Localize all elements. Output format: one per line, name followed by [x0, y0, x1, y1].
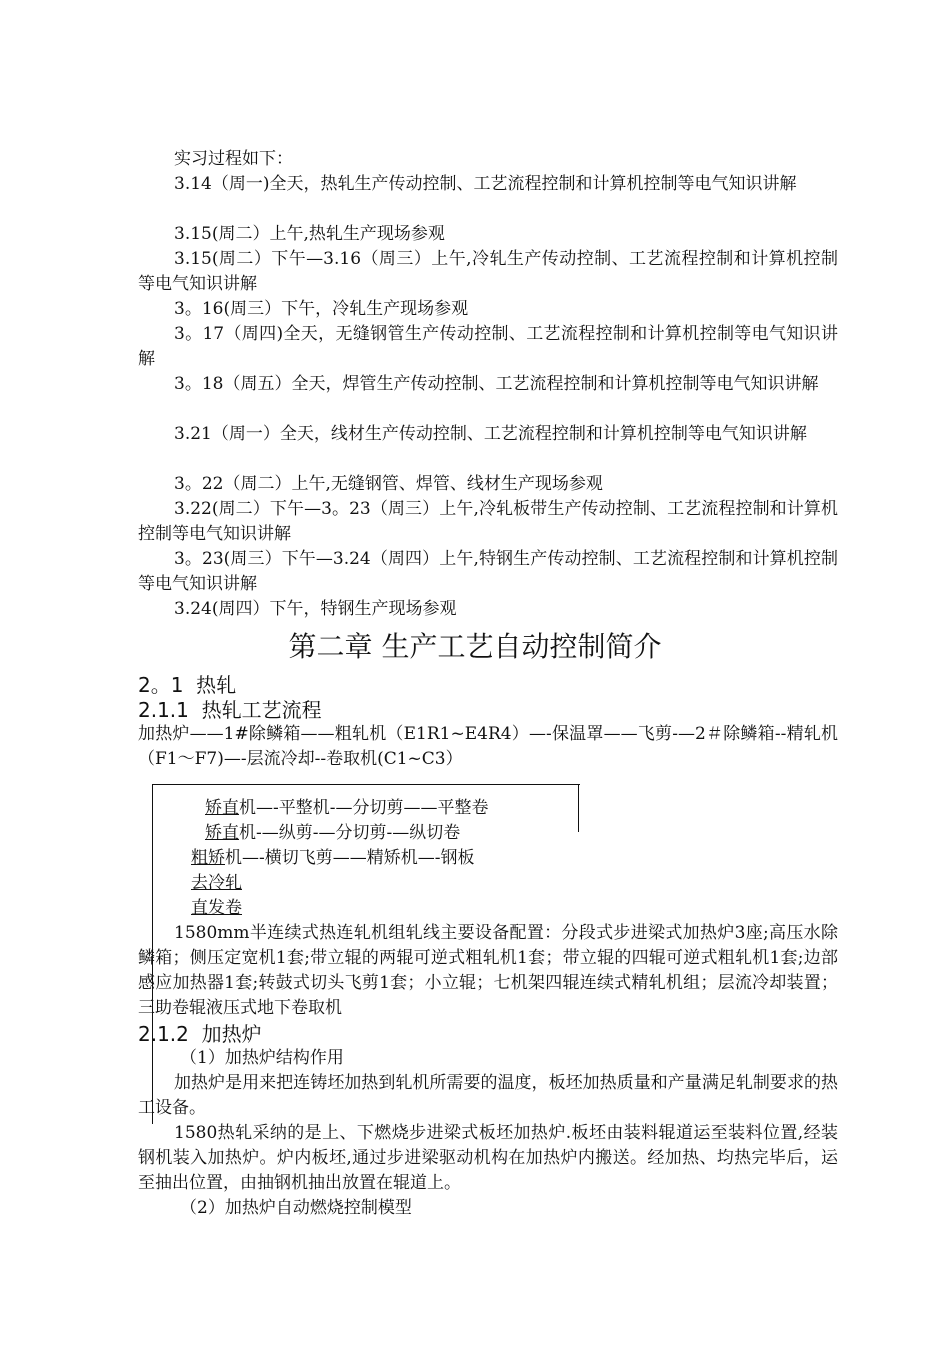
subsection-2-title: （2）加热炉自动燃烧控制模型: [180, 1198, 412, 1218]
schedule-item: 3。18（周五）全天，焊管生产传动控制、工艺流程控制和计算机控制等电气知识讲解: [174, 374, 819, 394]
schedule-item: 3.14（周一)全天，热轧生产传动控制、工艺流程控制和计算机控制等电气知识讲解: [174, 174, 797, 194]
schedule-item: 3。22（周二）上午,无缝钢管、焊管、线材生产现场参观: [174, 474, 603, 494]
section-heading-2-1-1: 2.1.1 热轧工艺流程: [138, 698, 322, 722]
flow-branch-4: [155, 871, 242, 896]
schedule-item: 3。17（周四)全天，无缝钢管生产传动控制、工艺流程控制和计算机控制等电气知识讲解: [138, 324, 838, 369]
branch-4-label: 去冷轧: [191, 873, 242, 893]
branch-1-pre: 矫直: [205, 798, 239, 818]
branch-1-post: 机—-平整机-—分切剪——平整卷: [239, 798, 489, 818]
intro-heading: 实习过程如下：: [174, 149, 293, 169]
branch-2-post: 机-—纵剪-—分切剪-—纵切卷: [239, 823, 461, 843]
schedule-item: 3.21（周一）全天，线材生产传动控制、工艺流程控制和计算机控制等电气知识讲解: [174, 424, 807, 444]
branch-2-pre: 矫直: [205, 823, 239, 843]
flow-branch-1: [155, 796, 489, 821]
branch-3-post: 机—-横切飞剪——精矫机—-钢板: [225, 848, 475, 868]
subsection-1-title: （1）加热炉结构作用: [180, 1048, 344, 1068]
schedule-item: 3。23(周三）下午—3.24（周四）上午,特钢生产传动控制、工艺流程控制和计算机控制等电气知识讲解: [138, 549, 838, 594]
branch-right-line: [578, 784, 579, 832]
schedule-item: 3。16(周三）下午，冷轧生产现场参观: [174, 299, 469, 319]
chapter-title: 第二章 生产工艺自动控制简介: [288, 630, 662, 663]
schedule-item: 3.15(周二）上午,热轧生产现场参观: [174, 224, 445, 244]
schedule-item: 3.24(周四）下午，特钢生产现场参观: [174, 599, 457, 619]
branch-5-label: 直发卷: [191, 898, 242, 918]
schedule-item: 3.22(周二）下午—3。23（周三）上午,冷轧板带生产传动控制、工艺流程控制和计算机控制等电气知识讲解: [138, 499, 838, 544]
flow-branch-3: [155, 846, 475, 871]
branch-3-pre: 粗矫: [191, 848, 225, 868]
section-heading-2-1-2: 2.1.2 加热炉: [138, 1022, 262, 1046]
equipment-paragraph: 1580mm半连续式热连轧机组轧线主要设备配置：分段式步进梁式加热炉3座;高压水除鳞箱；侧压定宽机1套;带立辊的两辊可逆式粗轧机1套；带立辊的四辊可逆式粗轧机1套;边部感应加热器1套;转鼓式切头飞剪1套；小立辊；七机架四辊连续式精轧机组；层流冷却装置；三助卷辊液压式地下卷取机: [138, 923, 838, 1018]
furnace-paragraph-1: 加热炉是用来把连铸坯加热到轧机所需要的温度，板坯加热质量和产量满足轧制要求的热工设备。: [138, 1073, 838, 1118]
schedule-item: 3.15(周二）下午—3.16（周三）上午,冷轧生产传动控制、工艺流程控制和计算机控制等电气知识讲解: [138, 249, 838, 294]
branch-top-line: [152, 784, 580, 785]
process-flow-main: 加热炉——1#除鳞箱——粗轧机（E1R1~E4R4）—-保温罩——飞剪-—2＃除鳞箱--精轧机（F1～F7)—-层流冷却--卷取机(C1~C3）: [138, 724, 838, 769]
flow-branch-2: [155, 821, 460, 846]
section-heading-2-1: 2。1 热轧: [138, 673, 237, 697]
furnace-paragraph-2: 1580热轧采纳的是上、下燃烧步进梁式板坯加热炉.板坯由装料辊道运至装料位置,经装钢机装入加热炉。炉内板坯,通过步进梁驱动机构在加热炉内搬送。经加热、均热完毕后，运至抽出位置，由抽钢机抽出放置在辊道上。: [138, 1123, 838, 1193]
flow-branch-5: [155, 896, 242, 921]
